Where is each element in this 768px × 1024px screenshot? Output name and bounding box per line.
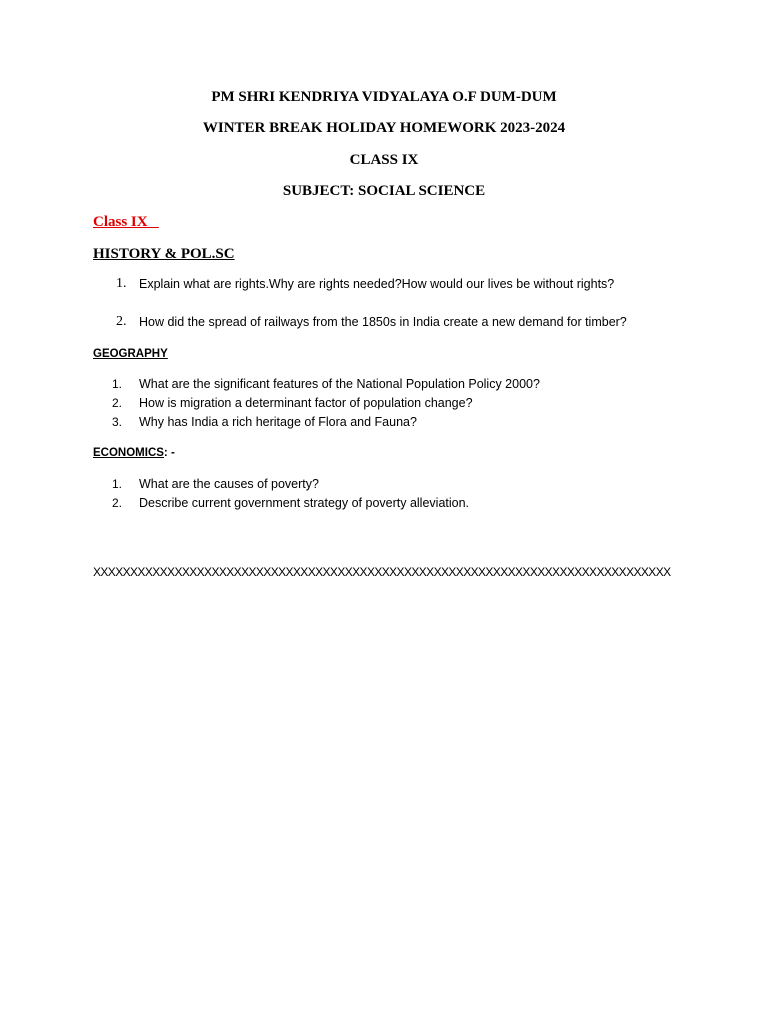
list-item (0, 414, 768, 430)
economics-heading (93, 446, 175, 460)
item-text: How is migration a determinant factor of population change? (139, 396, 473, 410)
item-number: 1. (116, 276, 127, 291)
item-text: What are the causes of poverty? (139, 477, 319, 491)
subject-heading: SUBJECT: SOCIAL SCIENCE (282, 183, 486, 199)
homework-title: WINTER BREAK HOLIDAY HOMEWORK 2023-2024 (202, 120, 566, 136)
school-name: PM SHRI KENDRIYA VIDYALAYA O.F DUM-DUM (211, 89, 557, 105)
item-text: Describe current government strategy of poverty alleviation. (139, 496, 470, 510)
list-item (0, 276, 768, 292)
history-heading: HISTORY & POL.SC (93, 246, 235, 262)
list-item (0, 314, 768, 330)
item-text: What are the significant features of the National Population Policy 2000? (139, 377, 540, 391)
list-item (0, 476, 768, 492)
item-number: 2. (112, 396, 123, 410)
item-text: How did the spread of railways from the 1850s in India create a new demand for timber? (139, 315, 627, 329)
item-number: 1. (112, 377, 123, 391)
end-marker-line: XXXXXXXXXXXXXXXXXXXXXXXXXXXXXXXXXXXXXXXXXXXXXXXXXXXXXXXXXXXXXXXXXXXXXXXXXXXXXX (93, 565, 671, 579)
item-text: Why has India a rich heritage of Flora and Fauna? (139, 415, 417, 429)
geography-heading-text: GEOGRAPHY (93, 348, 168, 360)
economics-heading-text: ECONOMICS (93, 447, 164, 459)
list-item (0, 395, 768, 411)
item-number: 2. (112, 496, 123, 510)
list-item (0, 495, 768, 511)
geography-heading (93, 347, 168, 361)
class-label: Class IX (93, 214, 159, 230)
item-number: 3. (112, 415, 123, 429)
item-number: 2. (116, 314, 127, 329)
item-text: Explain what are rights.Why are rights needed?How would our lives be without rights? (139, 277, 615, 291)
list-item (0, 376, 768, 392)
class-heading: CLASS IX (349, 152, 419, 168)
economics-heading-suffix: : - (163, 447, 175, 459)
item-number: 1. (112, 477, 123, 491)
